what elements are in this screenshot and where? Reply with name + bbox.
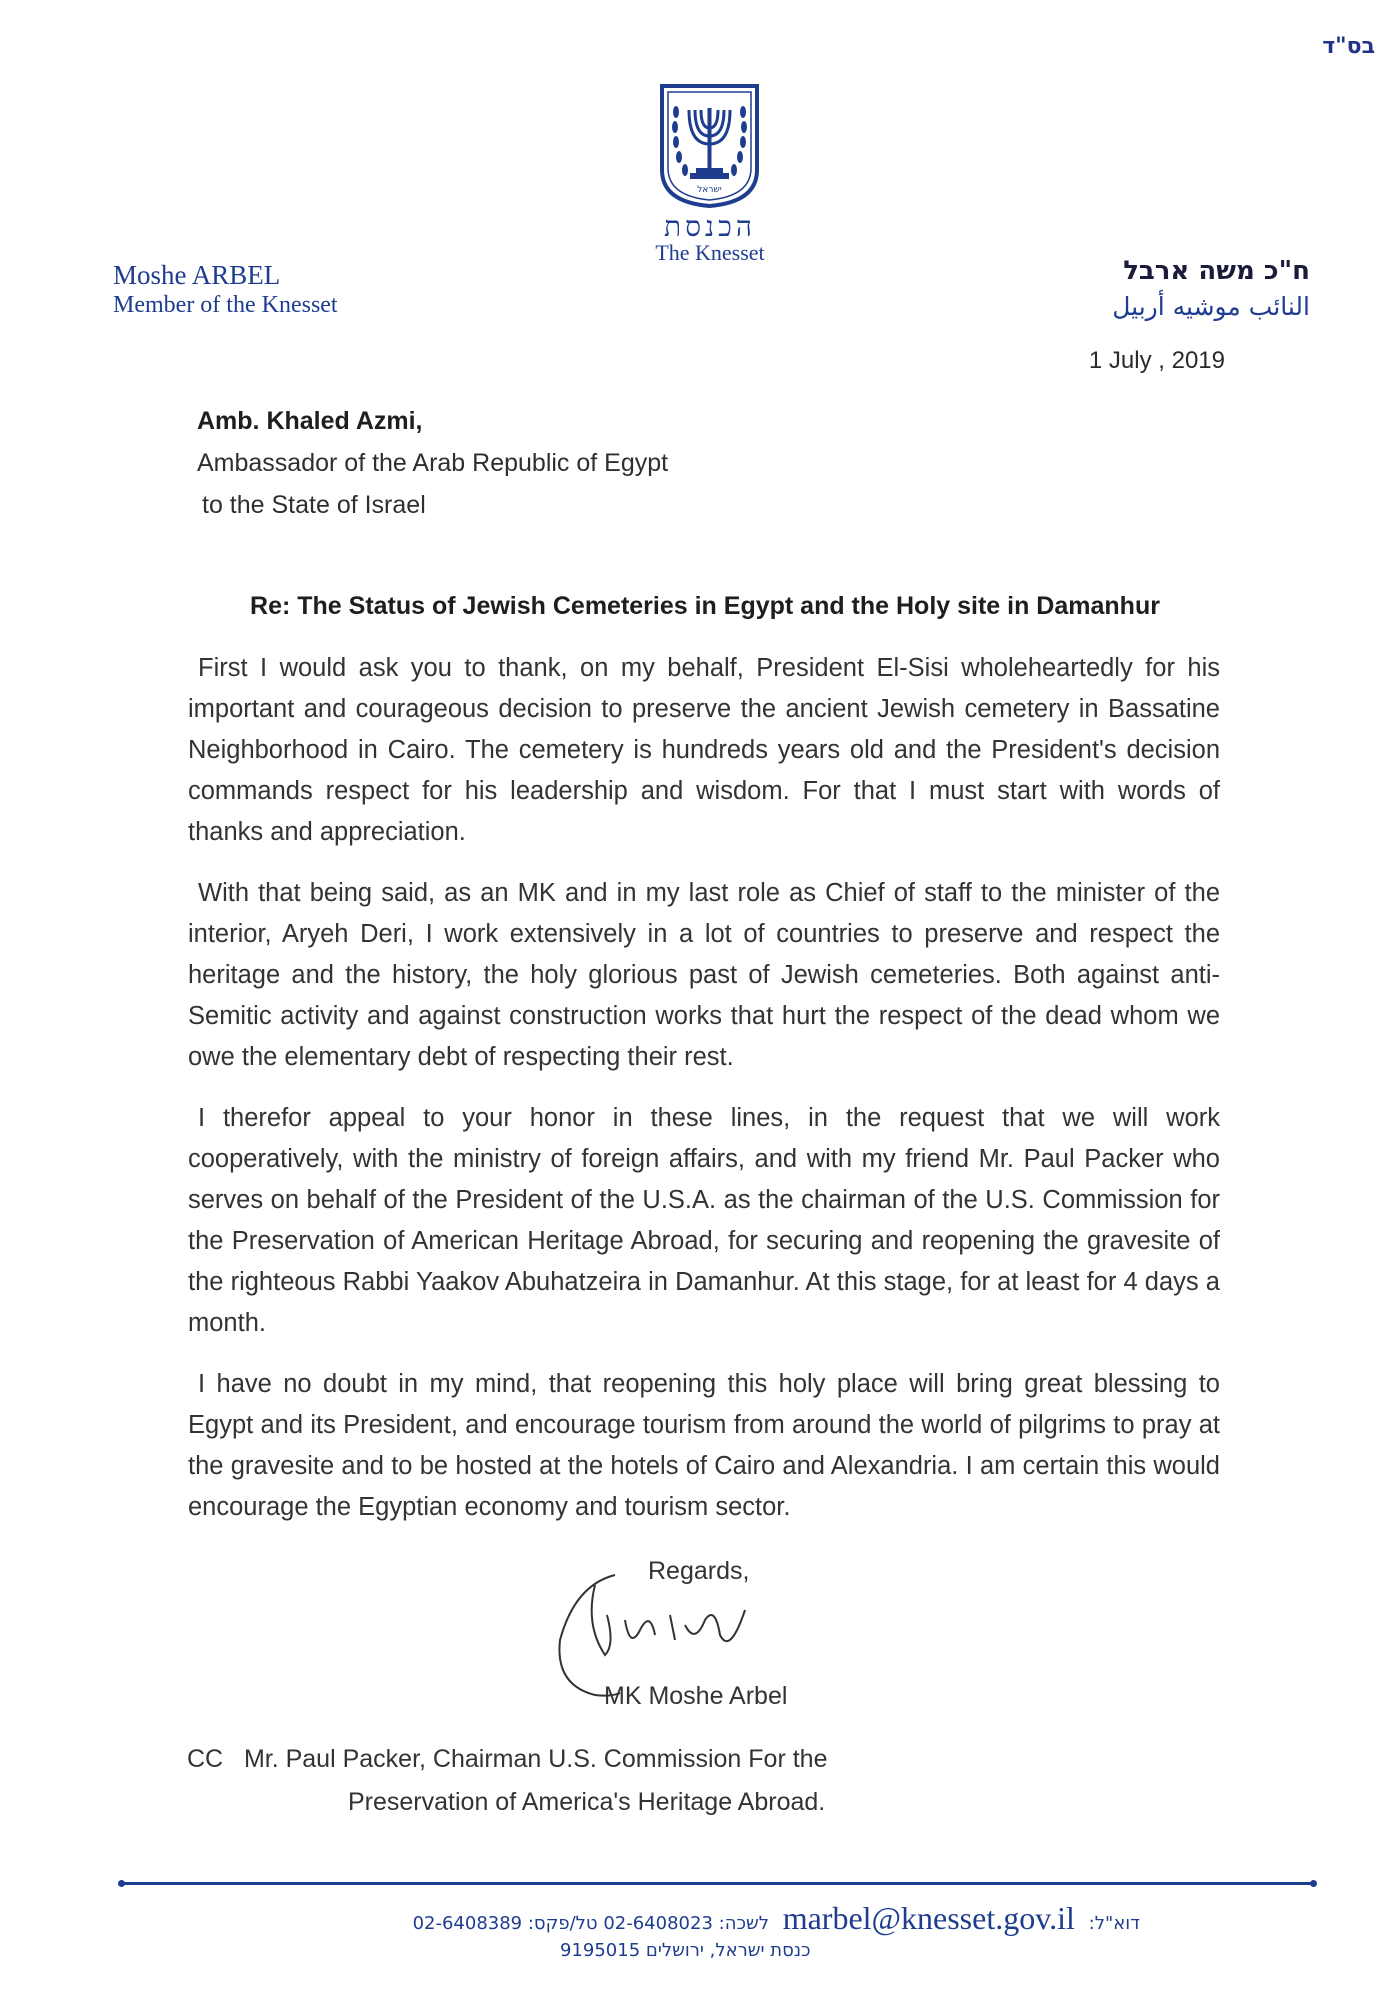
footer-address: כנסת ישראל, ירושלים 9195015: [560, 1940, 811, 1961]
addressee-block: [197, 400, 668, 526]
letter-date: 1 July , 2019: [1088, 347, 1225, 374]
footer-email-label: דוא"ל:: [1088, 1913, 1140, 1934]
addressee-name: Amb. Khaled Azmi,: [197, 407, 423, 435]
cc-line-1: CC Mr. Paul Packer, Chairman U.S. Commission For the: [187, 1745, 828, 1773]
cc-line-2: Preservation of America's Heritage Abroad.: [348, 1788, 826, 1816]
knesset-english-wordmark: The Knesset: [655, 240, 765, 265]
sender-name-arabic: النائب موشيه أربيل: [1112, 292, 1310, 321]
body-paragraph: First I would ask you to thank, on my behalf, President El-Sisi wholeheartedly for his important and courageous decision to preserve the ancient Jewish cemetery in Bassatine Neighborhood in Cairo. The cemetery is hundreds years old and the President's decision commands respect for his leadership and wisdom. For that I must start with words of thanks and appreciation.: [188, 654, 1220, 846]
letter-body: [188, 648, 1220, 1548]
body-paragraph: I have no doubt in my mind, that reopening this holy place will bring great blessing to Egypt and its President, and encourage tourism from around the world of pilgrims to pray at the gravesite and to be hosted at the hotels of Cairo and Alexandria. I am certain this would encourage the Egyptian economy and tourism sector.: [188, 1370, 1220, 1521]
body-paragraph: I therefor appeal to your honor in these lines, in the request that we will work cooperatively, with the ministry of foreign affairs, and with my friend Mr. Paul Packer who serves on behalf of the President of the U.S.A. as the chairman of the U.S. Commission for the Preservation of American Heritage Abroad, for securing and reopening the gravesite of the righteous Rabbi Yaakov Abuhatzeira in Damanhur. At this stage, for at least for 4 days a month.: [188, 1104, 1220, 1337]
footer-contact-line: [413, 1900, 1140, 1937]
footer-divider: [120, 1882, 1315, 1885]
addressee-title: Ambassador of the Arab Republic of Egypt: [197, 449, 669, 477]
sender-name-hebrew: ח"כ משה ארבל: [1123, 256, 1310, 286]
signature-text: משה ארבל: [565, 1705, 570, 1706]
knesset-hebrew-wordmark: הכנסת: [664, 210, 756, 243]
footer-office-phone: לשכה: 02-6408023: [603, 1913, 769, 1934]
body-paragraph: With that being said, as an MK and in my last role as Chief of staff to the minister of the interior, Aryeh Deri, I work extensively in a lot of countries to preserve and respect the heritage and the history, the holy glorious past of Jewish cemeteries. Both against anti-Semitic activity and against construction works that hurt the respect of the dead whom we owe the elementary debt of respecting their rest.: [188, 879, 1220, 1071]
sender-role-english: Member of the Knesset: [113, 292, 338, 318]
svg-text:ישראל: ישראל: [697, 185, 722, 195]
closing-regards: Regards,: [648, 1557, 750, 1585]
signer-name: MK Moshe Arbel: [604, 1682, 788, 1710]
bsd-mark: בס"ד: [1322, 34, 1375, 59]
letter-subject: Re: The Status of Jewish Cemeteries in Egypt and the Holy site in Damanhur: [250, 592, 1160, 620]
cc-block: [187, 1738, 827, 1824]
sender-name-english: Moshe ARBEL: [113, 260, 281, 290]
knesset-emblem: [656, 82, 763, 210]
footer-fax: טל/פקס: 02-6408389: [412, 1913, 598, 1934]
addressee-location: to the State of Israel: [202, 491, 426, 519]
footer-email-link[interactable]: marbel@knesset.gov.il: [782, 1900, 1075, 1936]
